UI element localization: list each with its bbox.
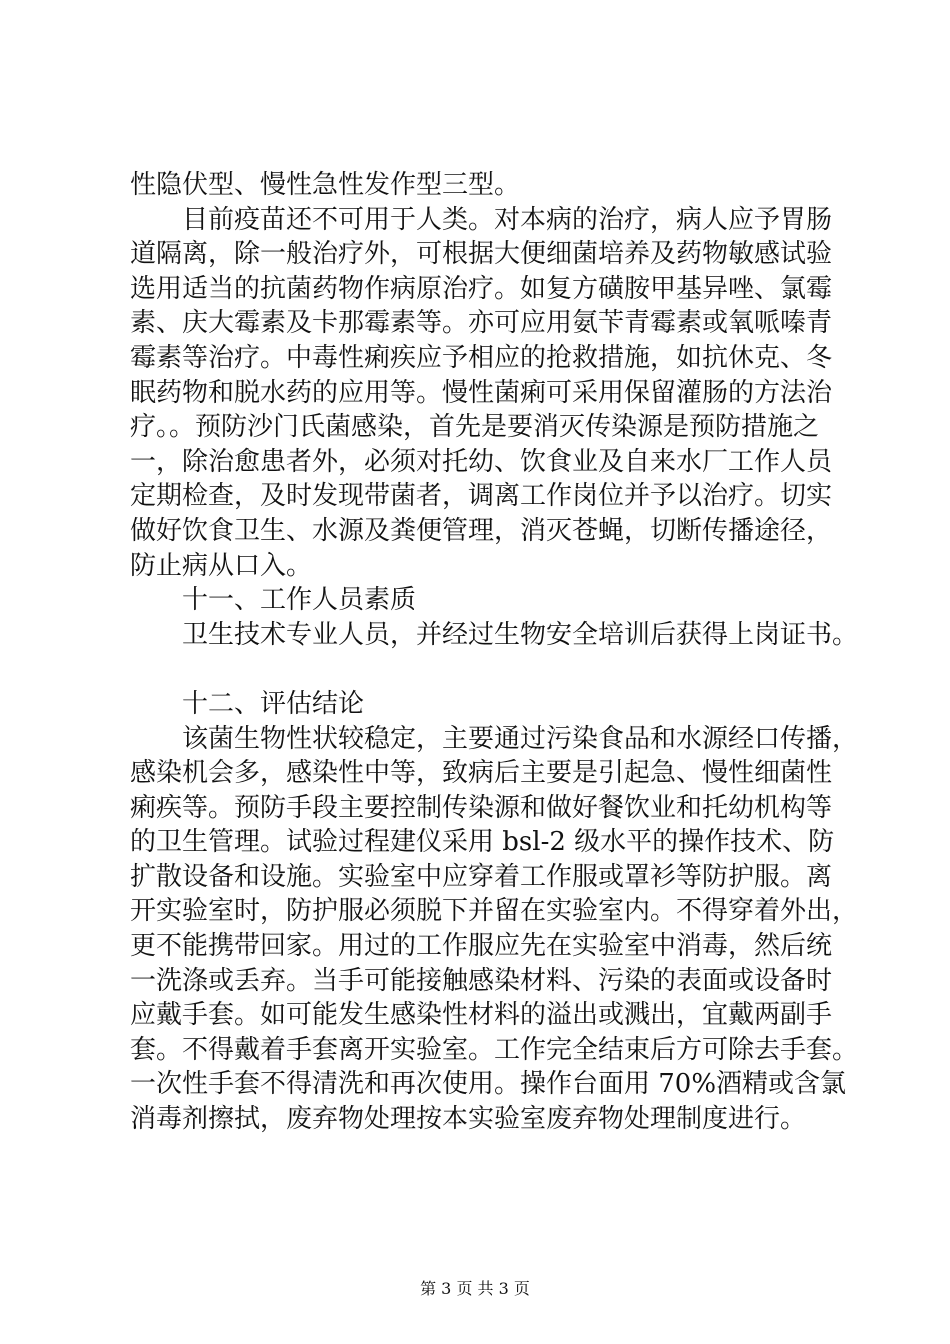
- text-line: 素、庆大霉素及卡那霉素等。亦可应用氨苄青霉素或氧哌嗪青: [130, 308, 833, 339]
- text-line: 疗。。预防沙门氏菌感染，首先是要消灭传染源是预防措施之: [130, 412, 820, 443]
- text-line: 痢疾等。预防手段主要控制传染源和做好餐饮业和托幼机构等: [130, 792, 833, 823]
- text-line: 感染机会多，感染性中等，致病后主要是引起急、慢性细菌性: [130, 758, 833, 789]
- text-line: 性隐伏型、慢性急性发作型三型。: [130, 170, 521, 200]
- text-line: 更不能携带回家。用过的工作服应先在实验室中消毒，然后统: [130, 931, 833, 962]
- text-line: 防止病从口入。: [130, 550, 313, 581]
- text-line: 一洗涤或丢弃。当手可能接触感染材料、污染的表面或设备时: [130, 965, 833, 996]
- section-heading-11: 十一、工作人员素质: [182, 585, 417, 616]
- text-line: 做好饮食卫生、水源及粪便管理，消灭苍蝇，切断传播途径，: [130, 515, 833, 546]
- document-body: [130, 168, 859, 1137]
- text-line: 的卫生管理。试验过程建仪采用 bsl-2 级水平的操作技术、防: [130, 827, 835, 858]
- text-line: 消毒剂擦拭，废弃物处理按本实验室废弃物处理制度进行。: [130, 1104, 807, 1135]
- text-line: 应戴手套。如可能发生感染性材料的溢出或溅出，宜戴两副手: [130, 1000, 833, 1031]
- blank-line: [130, 652, 830, 687]
- text-line: 扩散设备和设施。实验室中应穿着工作服或罩衫等防护服。离: [130, 861, 833, 892]
- text-line: 定期检查，及时发现带菌者，调离工作岗位并予以治疗。切实: [130, 481, 833, 512]
- text-line: 开实验室时，防护服必须脱下并留在实验室内。不得穿着外出，: [130, 896, 859, 927]
- text-line: 一次性手套不得清洗和再次使用。操作台面用 70%酒精或含氯: [130, 1069, 847, 1100]
- text-line: 卫生技术专业人员，并经过生物安全培训后获得上岗证书。: [182, 619, 859, 650]
- text-line: 霉素等治疗。中毒性痢疾应予相应的抢救措施，如抗休克、冬: [130, 342, 833, 373]
- page-number-footer: 第 3 页 共 3 页: [420, 1279, 530, 1298]
- text-line: 套。不得戴着手套离开实验室。工作完全结束后方可除去手套。: [130, 1034, 859, 1065]
- text-line: 该菌生物性状较稳定，主要通过污染食品和水源经口传播，: [182, 723, 859, 754]
- text-line: 一，除治愈患者外，必须对托幼、饮食业及自来水厂工作人员: [130, 446, 833, 477]
- text-line: 眠药物和脱水药的应用等。慢性菌痢可采用保留灌肠的方法治: [130, 377, 833, 408]
- text-line: 目前疫苗还不可用于人类。对本病的治疗，病人应予胃肠: [182, 204, 833, 235]
- section-heading-12: 十二、评估结论: [182, 688, 365, 719]
- text-line: 选用适当的抗菌药物作病原治疗。如复方磺胺甲基异唑、氯霉: [130, 273, 833, 304]
- text-line: 道隔离，除一般治疗外，可根据大便细菌培养及药物敏感试验: [130, 239, 833, 270]
